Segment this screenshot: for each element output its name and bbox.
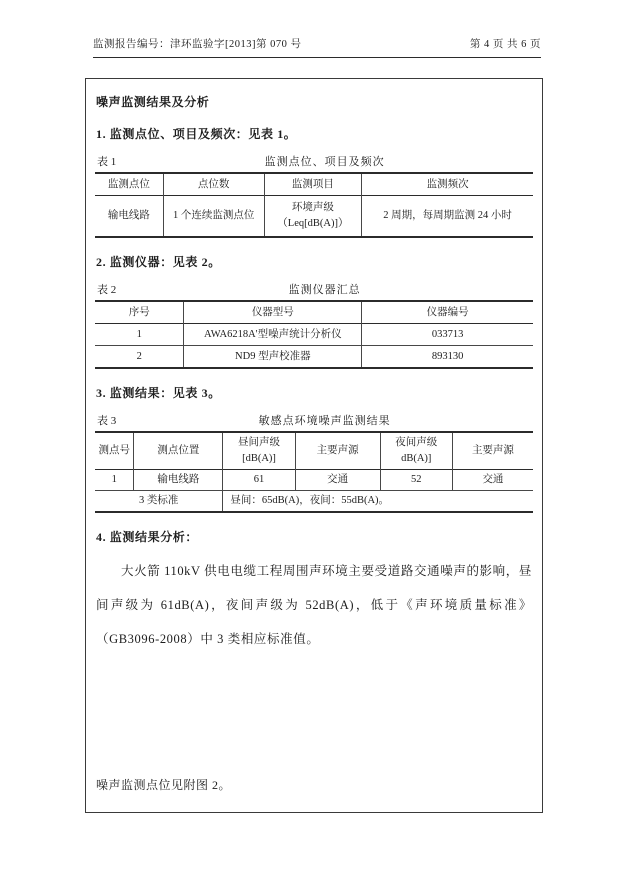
table-monitoring-points: [95, 172, 533, 238]
table3-label: 表 3: [97, 415, 117, 427]
table2-cell-model-2: ND9 型声校准器: [184, 346, 362, 369]
section3-heading: 3. 监测结果：见表 3。: [96, 386, 221, 400]
table3-header-night-source: 主要声源: [452, 432, 533, 469]
table1-cell-item: [264, 196, 362, 238]
table1-header-row: [95, 173, 533, 196]
table3-standard-value: 昼间：65dB(A)，夜间：55dB(A)。: [223, 490, 533, 512]
table3-header-day-level: [223, 432, 295, 469]
table3-cell-day-source: 交通: [295, 469, 380, 490]
table3-header-day-source: 主要声源: [295, 432, 380, 469]
section4-heading: 4. 监测结果分析：: [96, 529, 199, 544]
table1-header-item: 监测项目: [264, 173, 362, 196]
section1-heading: 1. 监测点位、项目及频次：见表 1。: [96, 127, 297, 141]
table3-standard-label: 3 类标准: [139, 494, 179, 506]
analysis-paragraph: 大火箭 110kV 供电电缆工程周围声环境主要受道路交通噪声的影响，昼间声级为 61dB(A)，夜间声级为 52dB(A)，低于《声环境质量标准》（GB3096-2008）中 3 类相应标准值。: [96, 563, 532, 646]
table3-cell-night-level: 52: [380, 469, 452, 490]
table2-cell-no-1: 1: [136, 328, 142, 340]
table1-header-frequency: 监测频次: [362, 173, 533, 196]
table1-cell-item-line2: （Leq[dB(A)]）: [277, 218, 349, 229]
table1-cell-item-line1: 环境声级: [291, 202, 334, 214]
table3-title: 敏感点环境噪声监测结果: [258, 415, 391, 427]
section2-heading: 2. 监测仪器：见表 2。: [96, 255, 221, 269]
table1-title: 监测点位、项目及频次: [264, 156, 385, 168]
content-box: [85, 78, 543, 813]
page-number: 第 4 页 共 6 页: [469, 39, 541, 50]
table2-row-1: [95, 324, 533, 346]
table2-header-serial: 仪器编号: [362, 301, 533, 324]
page-header: [93, 36, 541, 58]
table2-caption: [95, 281, 533, 297]
table3-header-location: 测点位置: [134, 432, 223, 469]
document-title: 噪声监测结果及分析: [96, 95, 210, 109]
report-number: 监测报告编号：津环监验字[2013]第 070 号: [93, 39, 302, 50]
table1-data-row: [95, 196, 533, 238]
table-noise-results: [95, 431, 533, 513]
table3-caption: [95, 412, 533, 428]
table-instruments: [95, 300, 533, 369]
table1-cell-location: 输电线路: [107, 210, 150, 222]
table3-cell-day-level: 61: [223, 469, 295, 490]
table3-data-row: [95, 469, 533, 490]
table3-header-night-level-line1: 夜间声级: [395, 437, 438, 448]
table3-cell-point-no: 1: [111, 473, 117, 485]
table1-label: 表 1: [97, 156, 117, 168]
table2-cell-serial-1: 033713: [362, 324, 533, 346]
table1-header-count: 点位数: [163, 173, 264, 196]
table1-cell-frequency: 2 周期，每周期监测 24 小时: [362, 196, 533, 238]
table3-header-day-level-line1: 昼间声级: [238, 437, 280, 448]
table1-caption: [95, 153, 533, 169]
table3-header-point-no: 测点号: [98, 445, 130, 457]
table3-header-row: [95, 432, 533, 469]
table2-cell-no-2: 2: [136, 350, 142, 362]
table2-header-row: [95, 301, 533, 324]
table2-label: 表 2: [97, 284, 117, 296]
table2-title: 监测仪器汇总: [288, 284, 361, 296]
table2-cell-serial-2: 893130: [362, 346, 533, 369]
table3-header-day-level-line2: [dB(A)]: [242, 452, 276, 464]
table1-cell-count: 1 个连续监测点位: [163, 196, 264, 238]
table2-row-2: [95, 346, 533, 369]
table3-header-night-level-line2: dB(A)]: [401, 452, 432, 464]
table3-standard-row: [95, 490, 533, 512]
footer-note: 噪声监测点位见附图 2。: [96, 778, 232, 792]
table2-cell-model-1: AWA6218A'型噪声统计分析仪: [184, 324, 362, 346]
table1-header-location: 监测点位: [107, 178, 150, 190]
table3-cell-night-source: 交通: [452, 469, 533, 490]
table2-header-no: 序号: [128, 306, 150, 318]
table3-header-night-level: [380, 432, 452, 469]
table3-cell-location: 输电线路: [134, 469, 223, 490]
table2-header-model: 仪器型号: [184, 301, 362, 324]
